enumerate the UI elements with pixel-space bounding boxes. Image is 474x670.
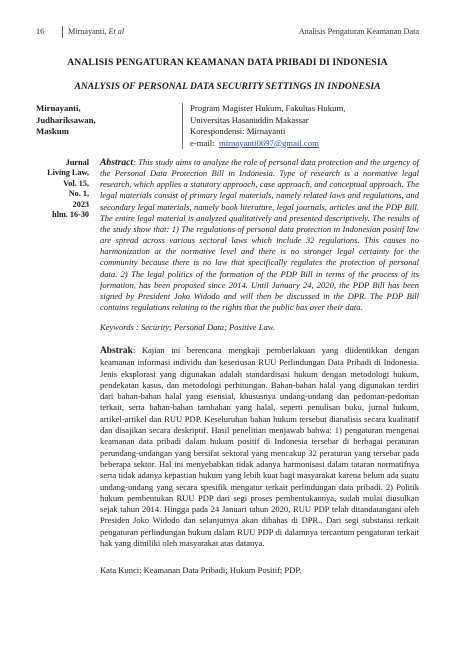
affiliation-divider bbox=[182, 103, 183, 149]
journal-pages: hlm. 16-30 bbox=[52, 210, 89, 220]
abstract-indonesian bbox=[100, 345, 419, 549]
journal-name: Living Law, bbox=[47, 168, 89, 178]
title-indonesian: ANALISIS PENGATURAN KEAMANAN DATA PRIBADI DI INDONESIA bbox=[67, 57, 388, 68]
keywords-indonesian: Kata Kunci: Keamanan Data Pribadi; Hukum Positif; PDP. bbox=[100, 565, 302, 575]
journal-volume: Vol. 15, bbox=[63, 178, 89, 188]
affiliation-block bbox=[190, 103, 345, 149]
abstract-text: : This study aims to analyze the role of personal data protection and the urgency of the Personal Data Protection Bill in Indonesia. Type of research is a normative legal research, which applies a statutory approach, case approach, and conceptual approach. The legal materials consist of primary legal materials, namely related laws and regulations, and secondary legal materials, namely book literature, legal journals, articles and the PDP Bill. The entire legal material is analyzed qualitatively and presented descriptively. The results of the study show that: 1) The regulations of personal data protection in Indonesian positif law are spread across various sectoral laws which include 32 regulations. This causes no harmonization at the normative level and there is no stronger legal certainty for the community because there is no law that specifically regulates the protection of personal data. 2) The legal politics of the formation of the PDP Bill in terms of the process of its formation, has been proposed since 2014. Until January 24, 2020, the PDP Bill has been signed by President Joko Widodo and will then be discussed in the DPR. The PDP Bill contains regulations relating to the rights that the public has over their data. bbox=[100, 157, 419, 313]
journal-info bbox=[36, 158, 89, 220]
author-name: Judhariksawan, bbox=[36, 114, 96, 125]
author-name: Mirnayanti, bbox=[36, 103, 81, 113]
email-link[interactable]: mirnayanti0697@gmail.com bbox=[218, 137, 319, 148]
page-number: 16 bbox=[36, 27, 45, 36]
abstract-label: Abstract bbox=[100, 157, 134, 168]
header-running-title: Analisis Pengaturan Keamanan Data bbox=[298, 27, 419, 36]
correspondence: Korespondensi: Mirnayanti bbox=[190, 126, 286, 136]
journal-number: No. 1, bbox=[68, 189, 89, 199]
email-label: e-mail: bbox=[190, 137, 215, 148]
abstract-english bbox=[100, 157, 419, 313]
title-english: ANALYSIS OF PERSONAL DATA SECURITY SETTINGS IN INDONESIA bbox=[74, 81, 381, 92]
abstrak-label: Abstrak bbox=[100, 346, 133, 356]
abstrak-text: : Kajian ini berencana mengkaji pemberlakuan yang diidentikkan dengan keamanan informasi individu dan keseriusan RUU Perlindungan Data Pribadi di Indonesia. Jenis eksplorasi yang digunakan adalah standardisasi hukum dengan metodologi hukum, pendekatan kasus, dan metodologi perhitungan. Bahan-bahan halal yang digunakan terdiri dari bahan-bahan halal yang esensial, khususnya undang-undang dan pedoman-pedoman terkait, serta bahan-bahan tambahan yang halal, seperti penulisan buku, jurnal hukum, artikel-artikel dan RUU PDP. Keseluruhan bahan hukum tersebut dianalisis secara kualitatif dan disajikan secara deskriptif. Hasil penelitian menjawab bahwa: 1) pengaturan mengenai keamanan data pribadi dalam hukum positif di Indonesia tersebar di berbagai peraturan perundang-undangan yang bersifat sektoral yang mencakup 32 peraturan yang tersebar pada beberapa sektor. Hal ini menyebabkan tidak adanya harmonisasi dalam tataran normatifnya serta tidak adanya kepastian hukum yang lebih kuat bagi masyarakat karena belum ada suatu undang-undang yang secara spesifik mengatur terkait perlindungan data pribadi. 2) Politik hukum pembentukan RUU PDP dari segi proses pembentukannya, sudah mulai diusulkan sejak tahun 2014. Hingga pada 24 Januari tahun 2020, RUU PDP telah ditandatangani oleh Presiden Joko Widodo dan selanjutnya akan dibahas di DPR.. Dari segi substansi terkait pengaturan perlindungan hukum dalam RUU PDP di dalamnya tercantum pengaturan terkait hak yang dimiliki oleh masyarakat atas datanya. bbox=[100, 345, 419, 549]
header-author: Mirnayanti, Et al bbox=[68, 27, 125, 36]
affiliation-university: Universitas Hasanuddin Makassar bbox=[190, 114, 309, 125]
email-line bbox=[190, 138, 345, 150]
journal-name: Jurnal bbox=[65, 158, 89, 167]
author-list bbox=[36, 103, 176, 138]
header-divider bbox=[62, 26, 63, 38]
journal-year: 2023 bbox=[72, 199, 89, 209]
affiliation-program: Program Magister Hukum, Fakultas Hukum, bbox=[190, 103, 346, 113]
running-header bbox=[36, 27, 419, 39]
keywords-english: Keywords : Security; Personal Data; Positive Law. bbox=[100, 322, 275, 332]
author-name: Maskum bbox=[36, 126, 69, 136]
